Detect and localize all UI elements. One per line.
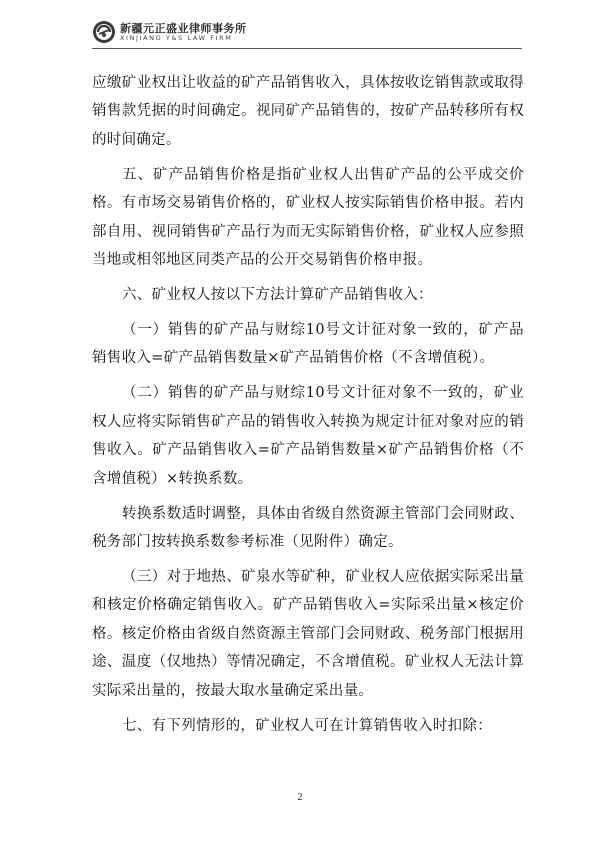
- letterhead: [92, 18, 522, 48]
- firm-name-en: XINJIANG Y&S LAW FIRM: [120, 34, 233, 42]
- paragraph: 五、矿产品销售价格是指矿业权人出售矿产品的公平成交价格。有市场交易销售价格的，矿业权人按实际销售价格申报。若内部自用、视同销售矿产品行为而无实际销售价格，矿业权人应参照当地或相邻地区同类产品的公开交易销售价格申报。: [92, 166, 524, 269]
- paragraph: （二）销售的矿产品与财综10号文计征对象不一致的，矿业权人应将实际销售矿产品的销售收入转换为规定计征对象对应的销售收入。矿产品销售收入=矿产品销售数量×矿产品销售价格（不含增值税）×转换系数。: [92, 385, 524, 487]
- paragraph: 六、矿业权人按以下方法计算矿产品销售收入：: [122, 287, 433, 304]
- header-divider: [92, 48, 522, 49]
- page-number: 2: [297, 792, 303, 803]
- document-body: [92, 69, 524, 747]
- law-firm-logo-icon: [92, 20, 116, 44]
- paragraph: 转换系数适时调整，具体由省级自然资源主管部门会同财政、税务部门按转换系数参考标准（见附件）确定。: [92, 505, 524, 551]
- paragraph: （三）对于地热、矿泉水等矿种，矿业权人应依据实际采出量和核定价格确定销售收入。矿产品销售收入=实际采出量×核定价格。核定价格由省级自然资源主管部门会同财政、税务部门根据用途、温度（仅地热）等情况确定，不含增值税。矿业权人无法计算实际采出量的，按最大取水量确定采出量。: [92, 569, 524, 699]
- firm-name-cn: 新疆元正盛业律师事务所: [120, 22, 247, 35]
- paragraph: 七、有下列情形的，矿业权人可在计算销售收入时扣除：: [122, 717, 492, 734]
- paragraph: 应缴矿业权出让收益的矿产品销售收入，具体按收讫销售款或取得销售款凭据的时间确定。视同矿产品销售的，按矿产品转移所有权的时间确定。: [92, 75, 524, 148]
- paragraph: （一）销售的矿产品与财综10号文计征对象一致的，矿产品销售收入=矿产品销售数量×矿产品销售价格（不含增值税）。: [92, 322, 524, 367]
